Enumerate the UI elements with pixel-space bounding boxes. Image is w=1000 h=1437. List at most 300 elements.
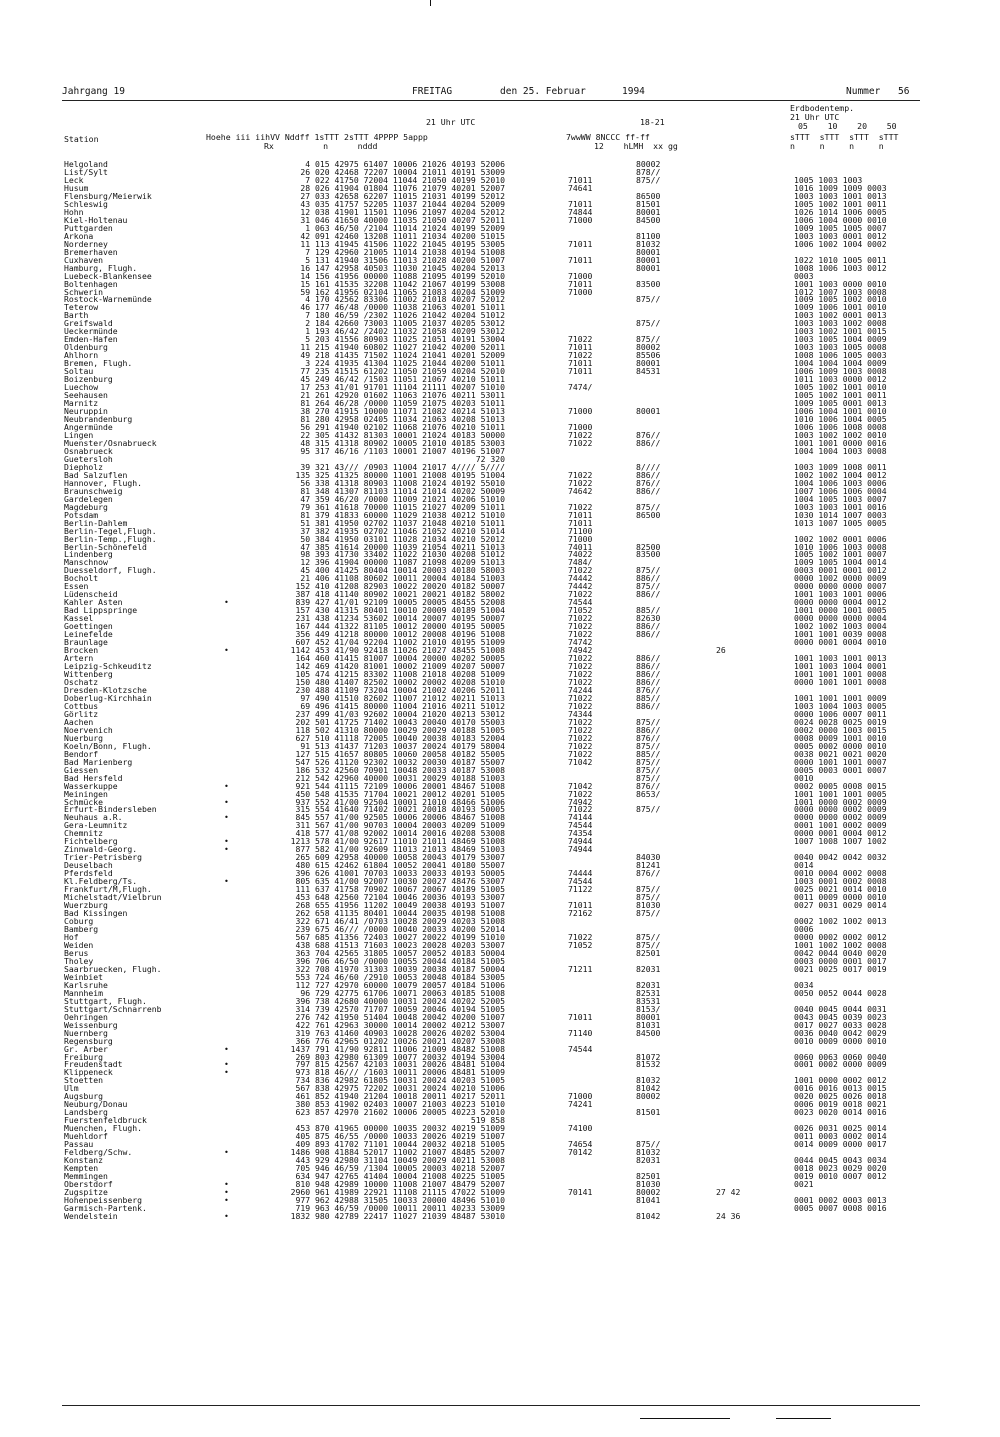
synop-groups: 81 264 46/28 /0000 11059 21075 40203 51011 (300, 398, 505, 409)
weather-group: 71022 (568, 589, 593, 600)
synop-groups: 22 305 41432 81303 10001 21024 40183 50000 (300, 429, 505, 440)
synop-groups: 453 648 42560 72104 10046 20036 40193 53007 (295, 892, 505, 903)
station-name: Guetersloh (64, 453, 113, 464)
station-name: Schleswig (64, 198, 108, 209)
synop-groups: 1 063 46/50 /2104 11014 21024 40199 52009 (305, 222, 505, 233)
cloud-group: 86500 (636, 190, 661, 201)
ground-temperatures: 0000 0000 0002 0009 (794, 812, 887, 823)
station-name: Bremen, Flugh. (64, 358, 133, 369)
synop-groups: 11 113 41945 41506 11022 21045 40195 53005 (300, 238, 505, 249)
weather-group: 71022 (568, 469, 593, 480)
station-name: Wittenberg (64, 669, 113, 679)
wind-gust: 27 42 (716, 1186, 741, 1197)
station-name: Helgoland (64, 159, 108, 169)
station-name: Oberstdorf (64, 1179, 113, 1189)
ground-temperatures: 1005 1002 1001 0011 (794, 198, 887, 209)
synop-groups: 202 501 41725 71402 10043 20040 40170 55003 (295, 716, 505, 727)
cloud-group: 80002 (636, 159, 661, 169)
station-name: Bad Salzuflen (64, 469, 128, 480)
station-name: Memmingen (64, 1171, 108, 1182)
synop-groups: 212 542 42960 40000 10031 20029 40188 51003 (295, 772, 505, 783)
ground-temperatures: 0002 1002 1002 0013 (794, 916, 887, 927)
station-name: Bad Marienberg (64, 756, 133, 767)
station-name: Meiningen (64, 788, 108, 799)
weather-group: 7474/ (568, 382, 593, 393)
station-name: Angermünde (64, 421, 113, 432)
synop-groups: 276 742 41950 51404 10048 20042 40200 51007 (295, 1011, 505, 1022)
ground-temperatures: 1006 1006 1008 0008 (794, 421, 887, 432)
cloud-group: 8//// (636, 461, 661, 472)
weather-group: 71022 (568, 732, 593, 743)
ground-temperatures: 0024 0028 0025 0019 (794, 716, 887, 727)
synop-groups: 438 688 41513 71603 10023 20028 40203 53007 (295, 939, 505, 950)
ground-temperatures: 0021 (794, 1179, 814, 1189)
station-name: Dresden-Klotzsche (64, 684, 147, 695)
weather-group: 71022 (568, 748, 593, 759)
station-name: Ulm (64, 1083, 79, 1094)
ground-temperatures: 0011 0009 0000 0010 (794, 892, 887, 903)
ground-temperatures: 1004 1004 1003 0008 (794, 445, 887, 456)
weather-group: 74444 (568, 868, 593, 879)
synop-groups: 14 156 41956 00000 11088 21095 40199 52010 (300, 270, 505, 281)
synop-groups: 157 430 41315 80401 10010 20009 40189 51004 (295, 605, 505, 616)
synop-groups: 405 875 46/55 /0000 10033 20026 40219 51007 (295, 1131, 505, 1142)
scan-artifact (430, 0, 431, 6)
station-name: Wuerzburg (64, 900, 108, 911)
group-header-21utc: 21 Uhr UTC (426, 117, 476, 127)
cloud-group: 80001 (636, 262, 661, 273)
ground-temperatures: 1001 1001 1001 0009 (794, 692, 887, 703)
ground-temperatures: 0021 0025 0017 0019 (794, 963, 887, 974)
synop-groups: 231 438 41234 53602 10014 20007 40195 50007 (295, 613, 505, 624)
station-name: Bocholt (64, 573, 99, 584)
station-name: Barth (64, 310, 89, 321)
station-name: Weiden (64, 939, 94, 950)
synop-groups: 45 400 41425 80404 10014 20003 40180 58003 (300, 565, 505, 576)
ground-temperatures: 0005 0007 0008 0016 (794, 1202, 887, 1213)
station-name: Hohenpeissenberg (64, 1194, 142, 1205)
weather-group: 74022 (568, 549, 593, 560)
cloud-group: 83531 (636, 995, 661, 1006)
synop-groups: 380 853 41902 02403 10007 21003 40223 51010 (295, 1099, 505, 1110)
station-name: Bad Kissingen (64, 908, 128, 919)
mountain-station-marker: • (224, 876, 229, 887)
station-name: Boizenburg (64, 374, 113, 385)
ground-temperatures: 1001 0000 1001 0005 (794, 605, 887, 616)
cloud-group: 886// (636, 469, 661, 480)
cloud-group: 80002 (636, 1091, 661, 1102)
weather-group: 71011 (568, 517, 593, 528)
ground-temperatures: 1006 1009 1003 0008 (794, 366, 887, 377)
synop-groups: 418 577 41/08 92002 10014 20016 40208 53008 (295, 828, 505, 839)
synop-groups: 262 658 41135 80401 10044 20035 40198 51008 (295, 908, 505, 919)
cloud-group: 886// (636, 661, 661, 672)
cloud-group: 886// (636, 437, 661, 448)
cloud-group: 80002 (636, 1186, 661, 1197)
station-name: Berlin-Tegel,Flugh. (64, 525, 157, 536)
synop-groups: 7 129 42960 21005 11014 21038 40194 51008 (305, 246, 505, 257)
synop-groups: 72 320 (475, 453, 505, 464)
synop-column-subheader: Rx n nddd (264, 141, 378, 151)
station-name: Oehringen (64, 1011, 108, 1022)
ground-temperatures: 1005 1002 1001 0010 (794, 382, 887, 393)
cloud-group: 875// (636, 884, 661, 895)
synop-groups: 4 170 42562 83306 11002 21018 40207 52012 (305, 294, 505, 305)
ground-temperatures: 1009 1005 1004 0014 (794, 557, 887, 568)
weather-group: 71022 (568, 931, 593, 942)
station-name: Osnabrueck (64, 445, 113, 456)
synop-groups: 81 348 41307 81103 11014 21014 40202 50009 (300, 485, 505, 496)
synop-groups: 21 261 42920 01602 11063 21076 40211 53011 (300, 390, 505, 401)
station-name: Essen (64, 581, 89, 592)
mountain-station-marker: • (224, 836, 229, 847)
weather-group: 74442 (568, 581, 593, 592)
station-column-header: Station (64, 134, 99, 144)
weather-group: 74544 (568, 876, 593, 887)
weather-group: 70142 (568, 1147, 593, 1158)
station-name: Weissenburg (64, 1019, 118, 1030)
station-name: Leinefelde (64, 629, 113, 640)
weather-group: 72162 (568, 908, 593, 919)
synop-groups: 1486 908 41884 52017 11002 21007 48485 52007 (290, 1147, 505, 1158)
synop-groups: 2960 961 41989 22921 11108 21115 47022 51009 (290, 1186, 505, 1197)
station-name: Klippeneck (64, 1067, 113, 1078)
weather-group: 71022 (568, 621, 593, 632)
synop-groups: 46 177 46/48 /0000 11038 21063 40201 51011 (300, 302, 505, 313)
station-name: Görlitz (64, 708, 99, 719)
volume-label: Jahrgang 19 (62, 86, 125, 97)
synop-groups: 1437 791 41/90 92811 11006 21009 48482 51008 (290, 1043, 505, 1054)
weather-group: 74344 (568, 708, 593, 719)
station-name: Landsberg (64, 1107, 108, 1118)
cloud-group: 875// (636, 334, 661, 345)
ground-temperatures: 1003 1005 1004 0009 (794, 334, 887, 345)
ground-temperatures: 1006 1004 0000 0010 (794, 214, 887, 225)
ground-temperatures: 0042 0044 0040 0020 (794, 947, 887, 958)
cloud-group: 8153/ (636, 1003, 661, 1014)
cloud-group: 82501 (636, 947, 661, 958)
station-name: Coburg (64, 916, 94, 927)
synop-groups: 98 393 41730 33402 11022 21030 40208 51012 (300, 549, 505, 560)
group-header-18-21: 18-21 (640, 117, 665, 127)
cloud-group: 876// (636, 732, 661, 743)
cloud-group: 82531 (636, 987, 661, 998)
weather-group: 71000 (568, 421, 593, 432)
station-name: Oldenburg (64, 342, 108, 353)
ground-temperatures: 0003 0001 0001 0012 (794, 565, 887, 576)
mountain-station-marker: • (224, 844, 229, 855)
mountain-station-marker: • (224, 1043, 229, 1054)
synop-groups: 47 385 41614 20000 11039 21054 40211 51013 (300, 541, 505, 552)
synop-groups: 49 218 41435 71502 11024 21041 40201 52009 (300, 350, 505, 361)
ground-temperatures: 1003 1003 0001 0012 (794, 230, 887, 241)
ground-temperatures: 1001 1003 1001 0013 (794, 653, 887, 664)
ground-temperatures: 1012 1007 1003 0008 (794, 286, 887, 297)
station-name: Muenchen, Flugh. (64, 1123, 142, 1134)
synop-groups: 112 727 42970 60000 10079 20057 40184 51006 (295, 979, 505, 990)
station-name: Magdeburg (64, 501, 108, 512)
synop-groups: 5 131 41940 31506 11013 21028 40200 51007 (305, 254, 505, 265)
synop-groups: 268 655 41956 11202 10049 20038 40193 51007 (295, 900, 505, 911)
cloud-group: 875// (636, 1139, 661, 1150)
synop-groups: 519 858 (470, 1115, 505, 1126)
synop-groups: 77 235 41515 61202 11050 21059 40204 52010 (300, 366, 505, 377)
synop-groups: 28 026 41904 01804 11076 21079 40201 52007 (300, 182, 505, 193)
mountain-station-marker: • (224, 796, 229, 807)
synop-groups: 810 948 42989 10000 11008 21007 48479 52007 (295, 1179, 505, 1189)
ground-temperatures: 1002 1002 1003 0004 (794, 621, 887, 632)
ground-temperatures: 1008 1006 1005 0003 (794, 350, 887, 361)
synop-groups: 37 382 41935 02702 11046 21052 40210 51014 (300, 525, 505, 536)
station-name: Lüdenscheid (64, 589, 118, 600)
weather-group: 71011 (568, 509, 593, 520)
synop-groups: 461 852 41940 21204 10018 20011 40217 52011 (295, 1091, 505, 1102)
group-header-ground: Erdbodentemp. (790, 103, 855, 113)
ground-temperatures: 0011 0003 0002 0014 (794, 1131, 887, 1142)
synop-groups: 118 502 41310 80000 10029 20029 40188 51005 (295, 724, 505, 735)
synop-groups: 97 490 41510 82602 11007 21012 40211 51013 (300, 692, 505, 703)
ground-temperatures: 1003 1003 1001 0016 (794, 501, 887, 512)
cloud-group: 81041 (636, 1194, 661, 1205)
synop-groups: 5 203 41556 80903 11025 21051 40191 53004 (305, 334, 505, 345)
station-name: Cuxhaven (64, 254, 103, 265)
ground-temperatures: 0034 (794, 979, 814, 990)
station-name: Fuerstenfeldbruck (64, 1115, 147, 1126)
cloud-group: 875// (636, 716, 661, 727)
cloud-group: 886// (636, 700, 661, 711)
station-name: Ueckermünde (64, 326, 118, 337)
weather-group: 74544 (568, 597, 593, 608)
station-name: Manschnow (64, 557, 108, 568)
synop-groups: 396 738 42680 40000 10031 20024 40202 52005 (295, 995, 505, 1006)
ground-temperatures: 0001 0002 0003 0013 (794, 1194, 887, 1205)
synop-groups: 363 704 42565 31805 10057 20052 40183 50004 (295, 947, 505, 958)
cloud-group: 886// (636, 669, 661, 679)
ground-temperatures: 1030 1014 1007 0003 (794, 509, 887, 520)
synop-groups: 42 091 42460 13208 11011 21034 40200 51015 (300, 230, 505, 241)
station-name: Diepholz (64, 461, 103, 472)
station-name: Karlsruhe (64, 979, 108, 990)
cloud-group: 80001 (636, 254, 661, 265)
weather-group: 74944 (568, 844, 593, 855)
ground-temperatures: 1002 1002 1004 0012 (794, 469, 887, 480)
station-name: Gr. Arber (64, 1043, 108, 1054)
cloud-group: 876// (636, 868, 661, 879)
synop-groups: 877 582 41/00 92609 11013 21013 48469 51003 (295, 844, 505, 855)
weather-group: 71022 (568, 804, 593, 815)
station-name: Braunschweig (64, 485, 123, 496)
weather-group: 74942 (568, 796, 593, 807)
ground-temperatures: 0000 1002 0000 0009 (794, 573, 887, 584)
ground-temperatures: 1001 1001 1001 0005 (794, 788, 887, 799)
ground-temperatures: 0027 0031 0029 0014 (794, 900, 887, 911)
synop-groups: 4 015 42975 61407 10006 21026 40193 52006 (305, 159, 505, 169)
weather-group: 71000 (568, 214, 593, 225)
weather-column-header: 7wwWW 8NCCC ff-ff (566, 132, 650, 142)
station-name: Trier-Petrisberg (64, 852, 142, 863)
station-name: Gera-Leumnitz (64, 820, 128, 831)
ground-temperatures: 0043 0045 0039 0023 (794, 1011, 887, 1022)
station-name: Berlin-Dahlem (64, 517, 128, 528)
cloud-group: 81042 (636, 1210, 661, 1221)
ground-temperatures: 1001 1002 1002 0008 (794, 939, 887, 950)
station-name: Artern (64, 653, 94, 664)
cloud-group: 876// (636, 684, 661, 695)
cloud-group: 80001 (636, 246, 661, 257)
synop-groups: 127 515 41657 80805 10060 20058 40182 55005 (295, 748, 505, 759)
weather-group: 71022 (568, 565, 593, 576)
synop-groups: 797 815 42567 42103 10031 20026 48481 51004 (295, 1059, 505, 1070)
cloud-group: 875// (636, 764, 661, 775)
weather-group: 71042 (568, 780, 593, 791)
weather-group: 74942 (568, 645, 593, 656)
synop-groups: 237 499 41/03 92602 10004 21020 40213 53012 (295, 708, 505, 719)
synop-groups: 15 161 41535 32208 11042 21067 40199 53008 (300, 278, 505, 289)
synop-groups: 12 038 41901 11501 11096 21097 40204 52012 (300, 206, 505, 217)
weather-group: 71052 (568, 939, 593, 950)
station-name: Goettingen (64, 621, 113, 632)
station-name: Fichtelberg (64, 836, 118, 847)
cloud-group: 875// (636, 931, 661, 942)
ground-temperatures: 1006 1004 1001 0010 (794, 406, 887, 417)
cloud-group: 80001 (636, 358, 661, 369)
synop-groups: 356 449 41218 80000 10012 20008 40196 51008 (295, 629, 505, 640)
group-header-ground-time: 21 Uhr UTC (790, 112, 840, 122)
ground-temperatures: 0019 0010 0007 0012 (794, 1171, 887, 1182)
synop-groups: 2 184 42660 73003 11005 21037 40205 53012 (305, 318, 505, 329)
weather-group: 74642 (568, 485, 593, 496)
ground-temperatures: 0010 0004 0002 0008 (794, 868, 887, 879)
station-name: Lindenberg (64, 549, 113, 560)
synop-groups: 921 544 41115 72109 10006 20001 48467 51008 (295, 780, 505, 791)
synop-groups: 164 460 41415 81007 10004 20000 40202 50005 (295, 653, 505, 664)
station-name: Duesseldorf, Flugh. (64, 565, 157, 576)
synop-groups: 1213 578 41/00 92617 11010 21011 48469 51008 (290, 836, 505, 847)
weather-group: 71011 (568, 1011, 593, 1022)
weather-group: 74544 (568, 820, 593, 831)
ground-temperatures: 1001 1001 1001 0008 (794, 669, 887, 679)
ground-temperatures: 0050 0052 0044 0028 (794, 987, 887, 998)
station-name: Kl.Feldberg/Ts. (64, 876, 138, 887)
station-name: Erfurt-Bindersleben (64, 804, 157, 815)
weather-group: 71022 (568, 334, 593, 345)
station-name: Doberlug-Kirchhain (64, 692, 152, 703)
cloud-group: 886// (636, 629, 661, 640)
station-name: Kahler Asten (64, 597, 123, 608)
ground-temperatures: 1005 1003 1003 (794, 174, 863, 185)
cloud-group: 885// (636, 748, 661, 759)
synop-groups: 17 253 41/01 91701 11104 21111 40207 51010 (300, 382, 505, 393)
station-name: Bendorf (64, 748, 99, 759)
mountain-station-marker: • (224, 1186, 229, 1197)
synop-groups: 79 361 41618 70000 11015 21027 40209 51011 (300, 501, 505, 512)
ground-temperatures: 1004 1005 1003 0007 (794, 493, 887, 504)
cloud-group: 886// (636, 589, 661, 600)
station-name: Bremerhaven (64, 246, 118, 257)
station-name: List/Sylt (64, 166, 108, 177)
mountain-station-marker: • (224, 780, 229, 791)
table-bottom-rule (62, 1405, 920, 1406)
synop-groups: 69 496 41415 80000 11004 21016 40211 51012 (300, 700, 505, 711)
weather-group: 74844 (568, 206, 593, 217)
synop-groups: 322 671 46/41 /0703 10028 20029 40203 51008 (295, 916, 505, 927)
ground-temperatures: 1003 1002 1002 0010 (794, 429, 887, 440)
weather-group: 71022 (568, 676, 593, 687)
cloud-group: 8653/ (636, 788, 661, 799)
mountain-station-marker: • (224, 1147, 229, 1158)
ground-temperatures: 1003 1003 1005 0008 (794, 342, 887, 353)
synop-groups: 269 803 42980 61309 10077 20032 40194 53004 (295, 1051, 505, 1062)
station-name: Stuttgart, Flugh. (64, 995, 147, 1006)
ground-temperatures: 0036 0040 0042 0029 (794, 1027, 887, 1038)
cloud-group: 875// (636, 565, 661, 576)
ground-temperatures: 1007 1008 1007 1002 (794, 836, 887, 847)
ground-temperatures: 1001 0000 0002 0009 (794, 796, 887, 807)
weather-group: 74241 (568, 1099, 593, 1110)
ground-temperatures: 1013 1007 1005 0005 (794, 517, 887, 528)
weather-group: 71011 (568, 238, 593, 249)
station-name: Norderney (64, 238, 108, 249)
station-name: Neuhaus a.R. (64, 812, 123, 823)
station-name: Koeln/Bonn, Flugh. (64, 740, 152, 751)
weather-group: 71000 (568, 270, 593, 281)
cloud-group: 886// (636, 653, 661, 664)
synop-groups: 480 615 42462 61804 10052 20041 40180 55007 (295, 860, 505, 871)
cloud-group: 886// (636, 676, 661, 687)
ground-temperatures: 1001 1003 1001 0006 (794, 589, 887, 600)
station-name: Leck (64, 174, 84, 185)
station-name: Boltenhagen (64, 278, 118, 289)
synop-groups: 167 444 41322 81105 10012 20000 40195 50005 (295, 621, 505, 632)
cloud-group: 875// (636, 740, 661, 751)
station-name: Augsburg (64, 1091, 103, 1102)
ground-temperatures: 0008 0009 1001 0010 (794, 732, 887, 743)
station-name: Kassel (64, 613, 94, 624)
cloud-group: 84531 (636, 366, 661, 377)
ground-temperatures: 0040 0045 0044 0031 (794, 1003, 887, 1014)
station-name: Chemnitz (64, 828, 103, 839)
station-name: Arkona (64, 230, 94, 241)
synop-groups: 453 870 41965 00000 10035 20032 40219 51009 (295, 1123, 505, 1134)
ground-temperatures: 0006 0019 0018 0021 (794, 1099, 887, 1110)
station-name: Brocken (64, 645, 99, 656)
station-name: Muenster/Osnabrueck (64, 437, 157, 448)
station-name: Cottbus (64, 700, 99, 711)
station-name: Freiburg (64, 1051, 103, 1062)
synop-groups: 43 035 41757 52205 11037 21044 40204 52009 (300, 198, 505, 209)
synop-groups: 553 724 46/60 /2910 10053 20048 40184 53005 (295, 971, 505, 982)
station-name: Marnitz (64, 398, 99, 409)
table-row (0, 1212, 1000, 1220)
synop-groups: 142 469 41420 81001 10002 21009 40207 50007 (295, 661, 505, 672)
ground-temperatures: 0000 0000 0000 0004 (794, 613, 887, 624)
synop-groups: 50 384 41950 03101 11028 21034 40210 52012 (300, 533, 505, 544)
synop-groups: 111 637 41758 70902 10067 20067 40189 51005 (295, 884, 505, 895)
station-name: Michelstadt/Vielbrun (64, 892, 162, 903)
cloud-group: 81241 (636, 860, 661, 871)
cloud-group: 81030 (636, 1179, 661, 1189)
station-name: Frankfurt/M,Flugh. (64, 884, 152, 895)
synop-groups: 937 552 41/00 92504 10001 21010 48466 51006 (295, 796, 505, 807)
station-name: Oschatz (64, 676, 99, 687)
cloud-group: 876// (636, 429, 661, 440)
station-name: Berlin-Temp.,Flugh. (64, 533, 157, 544)
synop-groups: 152 410 41208 82903 10022 20020 40182 50007 (295, 581, 505, 592)
weather-group: 74442 (568, 573, 593, 584)
station-name: Emden-Hafen (64, 334, 118, 345)
station-name: Freudenstadt (64, 1059, 123, 1070)
weather-group: 71122 (568, 884, 593, 895)
